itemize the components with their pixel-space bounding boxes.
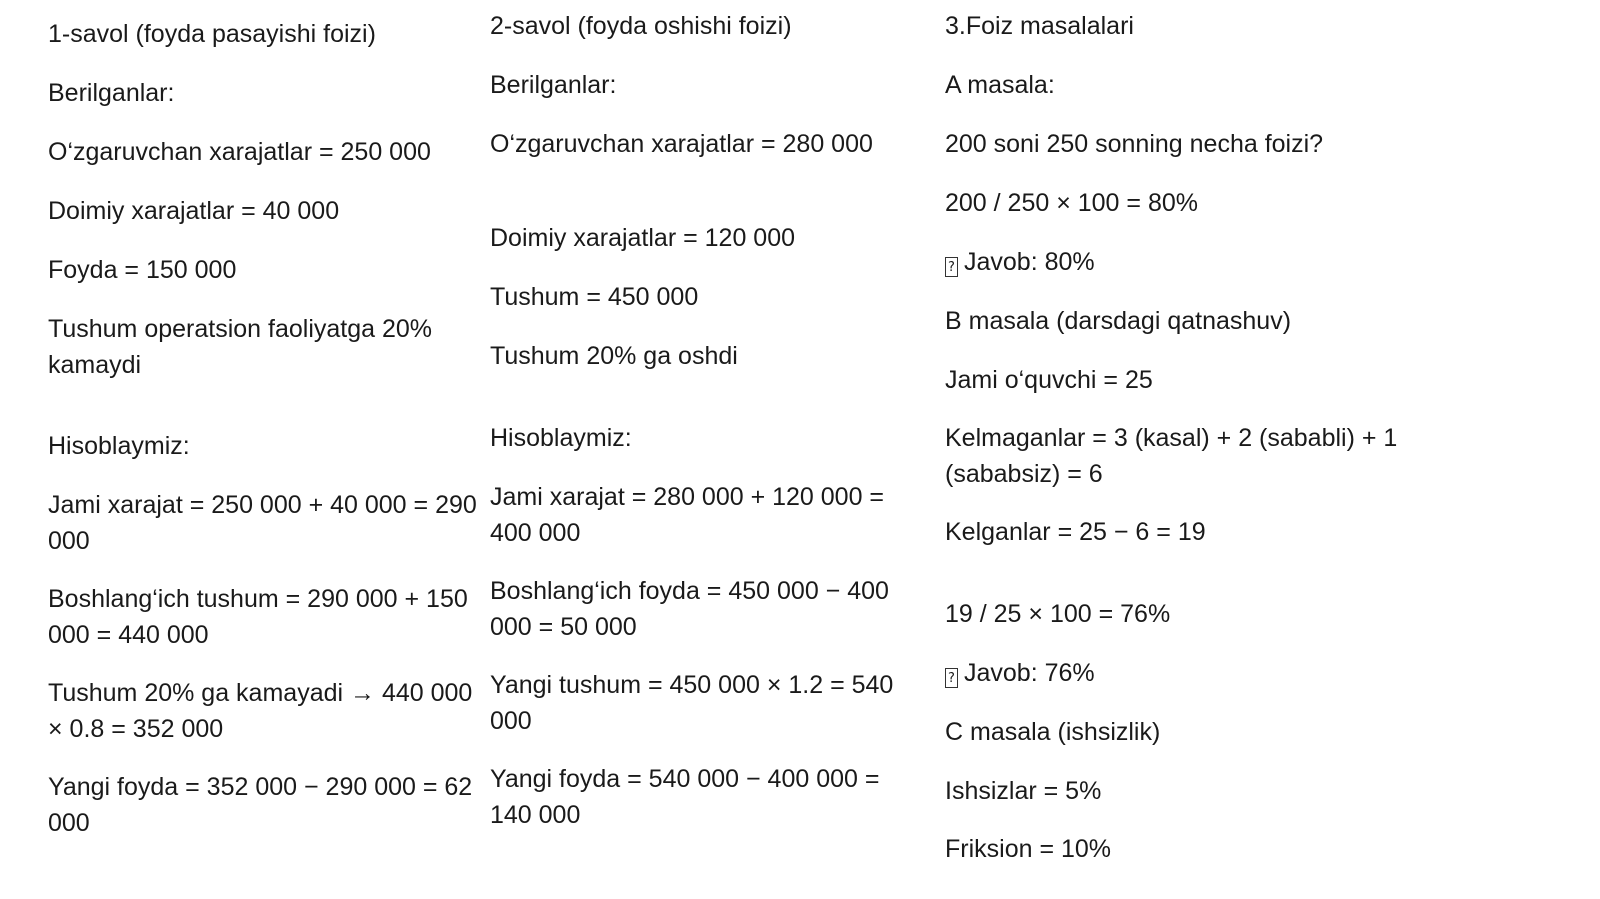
column-1-given-label: Berilganlar: xyxy=(48,79,175,107)
column-2-calc-label: Hisoblaymiz: xyxy=(490,424,632,452)
column-2-title: 2-savol (foyda oshishi foizi) xyxy=(490,12,792,40)
given-item: Tushum = 450 000 xyxy=(490,283,699,311)
problem-a-calc: 200 / 250 × 100 = 80% xyxy=(945,189,1198,217)
given-item: O‘zgaruvchan xarajatlar = 280 000 xyxy=(490,130,873,158)
given-item: Foyda = 150 000 xyxy=(48,256,237,284)
problem-b-answer xyxy=(945,655,1095,691)
problem-a-question: 200 soni 250 sonning necha foizi? xyxy=(945,130,1324,158)
problem-b-absent: Kelmaganlar = 3 (kasal) + 2 (sababli) + 1 (sababsiz) = 6 xyxy=(945,424,1398,488)
calc-item: Boshlang‘ich foyda = 450 000 − 400 000 = 50 000 xyxy=(490,577,889,641)
calc-item: Boshlang‘ich tushum = 290 000 + 150 000 = 440 000 xyxy=(48,585,468,649)
given-item: O‘zgaruvchan xarajatlar = 250 000 xyxy=(48,138,431,166)
calc-item: Yangi foyda = 540 000 − 400 000 = 140 000 xyxy=(490,765,880,829)
problem-a-label: A masala: xyxy=(945,71,1055,99)
column-3-title: 3.Foiz masalalari xyxy=(945,12,1134,40)
calc-item: Tushum 20% ga kamayadi → 440 000 × 0.8 = 352 000 xyxy=(48,679,473,743)
problem-c-frictional: Friksion = 10% xyxy=(945,835,1112,863)
calc-item: Jami xarajat = 250 000 + 40 000 = 290 000 xyxy=(48,491,477,555)
calc-item: Yangi tushum = 450 000 × 1.2 = 540 000 xyxy=(490,671,894,735)
column-1-calc-label: Hisoblaymiz: xyxy=(48,432,190,460)
problem-b-label: B masala (darsdagi qatnashuv) xyxy=(945,307,1292,335)
problem-c-unemployed: Ishsizlar = 5% xyxy=(945,777,1102,805)
calc-item: Jami xarajat = 280 000 + 120 000 = 400 000 xyxy=(490,483,885,547)
given-item: Doimiy xarajatlar = 40 000 xyxy=(48,197,340,225)
given-item: Tushum operatsion faoliyatga 20% kamaydi xyxy=(48,315,433,379)
problem-b-total: Jami o‘quvchi = 25 xyxy=(945,366,1153,394)
problem-b-present: Kelganlar = 25 − 6 = 19 xyxy=(945,518,1206,546)
given-item: Tushum 20% ga oshdi xyxy=(490,342,738,370)
problem-c-label: C masala (ishsizlik) xyxy=(945,718,1161,746)
missing-glyph-box-icon: ? xyxy=(945,257,958,277)
column-2-given-label: Berilganlar: xyxy=(490,71,617,99)
calc-item: Yangi foyda = 352 000 − 290 000 = 62 000 xyxy=(48,773,473,837)
given-item: Doimiy xarajatlar = 120 000 xyxy=(490,224,796,252)
problem-a-answer xyxy=(945,244,1095,280)
answer-text: Javob: 76% xyxy=(964,659,1095,687)
answer-text: Javob: 80% xyxy=(964,248,1095,276)
problem-b-calc: 19 / 25 × 100 = 76% xyxy=(945,600,1171,628)
missing-glyph-box-icon: ? xyxy=(945,668,958,688)
column-1-title: 1-savol (foyda pasayishi foizi) xyxy=(48,20,376,48)
